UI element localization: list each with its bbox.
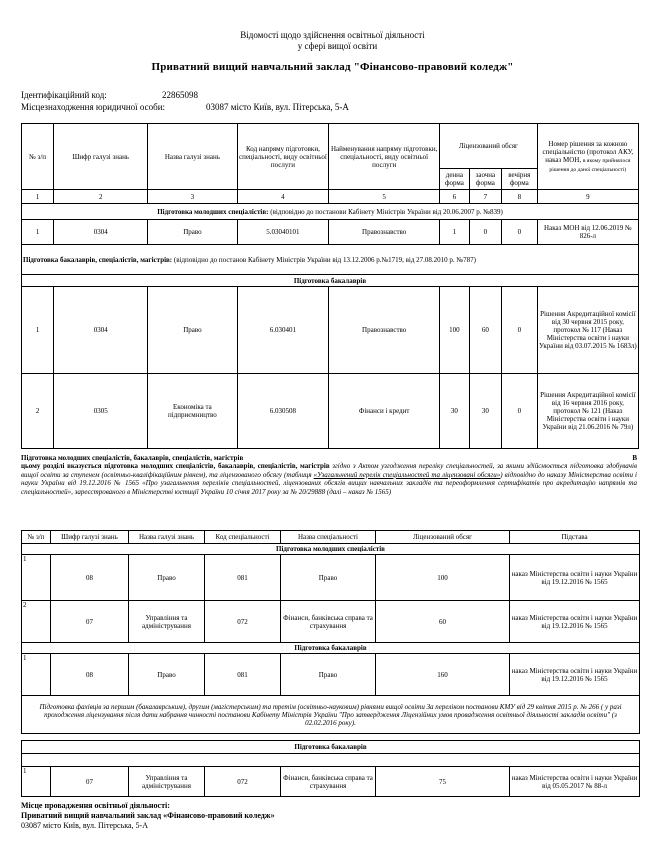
footer-institution: Приватний вищий навчальний заклад «Фінансово-правовий коледж» [21, 811, 275, 820]
cell: Правознавство [329, 287, 440, 374]
paragraph-head-text: Підготовка молодших спеціалістів, бакалаврів, спеціалістів, магістрів [21, 454, 244, 462]
cell: наказ Міністерства освіти і науки України від 19.12.2016 № 1565 [510, 654, 640, 696]
header-cell: № з/п [22, 531, 51, 544]
header-license: Ліцензований обсяг [440, 124, 538, 169]
bach-title-row [22, 643, 640, 654]
table-row [22, 767, 640, 797]
junior-title: Підготовка молодших спеціалістів [22, 544, 640, 555]
header-code: Шифр галузі знань [54, 124, 148, 190]
cell: Право [129, 555, 205, 601]
cell: наказ Міністерства освіти і науки України від 19.12.2016 № 1565 [510, 555, 640, 601]
title-line-2: у сфері вищої освіти [297, 41, 378, 51]
spacer-cell [22, 754, 640, 767]
paragraph-head-letter: В [632, 454, 637, 462]
cell: 1 [22, 555, 51, 601]
cell: 0304 [54, 287, 148, 374]
cell: 100 [440, 287, 470, 374]
id-code-value: 22865098 [162, 90, 198, 100]
cell: 6.030508 [237, 374, 329, 449]
header-decision-small: в якому прийнялося рішення до даної спеціальності) [549, 158, 631, 173]
col-number: 7 [469, 190, 501, 204]
header-decision-main: Номер рішення за кожною спеціальністю (протокол АКУ, наказ МОН, [542, 140, 634, 164]
cell: 0 [469, 220, 501, 245]
paragraph-italic-end: ) відповідно до наказу Міністерства освіти і науки України від 19.12.2016 № 1565 «Про узагальнення переліків спеціальностей, ліцензованих обсягів вищих навчальних закладів та переоформлення сертифікатів про акредитацію напрямів та спеціальностей», зареєстрованого в Міністерстві юстиції України 10 січня 2017 року за № 20/29888 (далі – наказ № 1565) [21, 470, 637, 496]
paragraph-head [21, 454, 637, 462]
header-cell: Підстава [510, 531, 640, 544]
cell: Рішення Акредитаційної комісії від 30 червня 2015 року, протокол № 117 (Наказ Міністерства освіти і науки України від 03.07.2015 № 1683л) [537, 287, 638, 374]
cell: 60 [469, 287, 501, 374]
cell: Право [281, 555, 376, 601]
specialties-table [21, 530, 640, 734]
specialties-table-2 [21, 740, 640, 797]
cell: 072 [205, 601, 281, 643]
col-number: 2 [54, 190, 148, 204]
header-cell: Код спеціальності [205, 531, 281, 544]
table-header-row [22, 531, 640, 544]
paragraph2: Підготовка фахівців за першим (бакалаврським), другим (магістерським) та третім (освітньо-науковим) рівнями вищої освіти За переліком постанови КМУ від 29 квітня 2015 р. № 266 ( у разі проходження ліцензування після дати набрання чинності постанови Кабінету Міністрів України "Про затвердження Ліцензійних умов провадження освітньої діяльності закладів освіти" (з 02.02.2016 року). [22, 696, 640, 734]
header-evening: вечірня форма [501, 169, 537, 190]
cell: 75 [376, 767, 510, 797]
cell: 0304 [54, 220, 148, 245]
paragraph-italic-rest: згідно з Актом узгодження переліку спеціальностей, за якими здійснюється підготовка здобувачів вищої освіти за ступенем (освітньо-кваліфікаційним рівнем), та ліцензованого обсягу (таблиця [21, 462, 637, 479]
cell: Право [148, 220, 237, 245]
cell: Право [129, 654, 205, 696]
section-junior-bold: Підготовка молодших спеціалістів: [157, 207, 269, 216]
cell: 2 [22, 601, 51, 643]
section-bach-bold: Підготовка бакалаврів, спеціалістів, магістрів: [23, 255, 173, 264]
cell: 0305 [54, 374, 148, 449]
cell: Правознавство [329, 220, 440, 245]
cell: 100 [376, 555, 510, 601]
cell: 081 [205, 555, 281, 601]
cell: наказ Міністерства освіти і науки України від 19.12.2016 № 1565 [510, 601, 640, 643]
explanation-paragraph [21, 454, 637, 496]
cell: Фінанси, банківська справа та страхування [281, 767, 376, 797]
spacer-row [22, 754, 640, 767]
col-number: 6 [440, 190, 470, 204]
header-cell: Назва галузі знань [129, 531, 205, 544]
cell: 1 [22, 220, 54, 245]
header-day: денна форма [440, 169, 470, 190]
cell: Економіка та підприємництво [148, 374, 237, 449]
footer [21, 801, 275, 831]
section-junior [22, 204, 639, 220]
cell: 1 [22, 654, 51, 696]
column-number-row [22, 190, 639, 204]
header-num: № з/п [22, 124, 54, 190]
cell: Право [148, 287, 237, 374]
table-row [22, 374, 639, 449]
footer-label: Місце провадження освітньої діяльності: [21, 801, 170, 810]
cell: Право [281, 654, 376, 696]
cell: 6.030401 [237, 287, 329, 374]
section-bach [22, 245, 639, 275]
document-title [0, 30, 665, 52]
cell: 30 [440, 374, 470, 449]
col-number: 1 [22, 190, 54, 204]
paragraph2-row [22, 696, 640, 734]
cell: 1 [22, 287, 54, 374]
col-number: 4 [237, 190, 329, 204]
table-row [22, 601, 640, 643]
header-name: Назва галузі знань [148, 124, 237, 190]
cell: 30 [469, 374, 501, 449]
header-cell: Ліцензований обсяг [376, 531, 510, 544]
table-header-row [22, 124, 639, 169]
cell: Управління та адміністрування [129, 601, 205, 643]
title-line-1: Відомості щодо здійснення освітньої діяльності [240, 30, 425, 40]
cell: 07 [51, 767, 129, 797]
address-value: 03087 місто Київ, вул. Пітерська, 5-А [206, 102, 349, 112]
footer-address: 03087 місто Київ, вул. Пітерська, 5-А [21, 821, 148, 830]
bach-title: Підготовка бакалаврів [22, 275, 639, 287]
cell: 07 [51, 601, 129, 643]
cell: Наказ МОН від 12.06.2019 № 826-л [537, 220, 638, 245]
cell: 08 [51, 654, 129, 696]
col-number: 5 [329, 190, 440, 204]
bach-title-row [22, 275, 639, 287]
licensing-table [21, 123, 639, 449]
bach-title: Підготовка бакалаврів [22, 741, 640, 754]
cell: наказ Міністерства освіти і науки України від 05.05.2017 № 88-л [510, 767, 640, 797]
cell: Управління та адміністрування [129, 767, 205, 797]
address-row [21, 102, 349, 113]
cell: 160 [376, 654, 510, 696]
table-row [22, 654, 640, 696]
header-direction-code: Код напряму підготовки, спеціальності, виду освітньої послуги [237, 124, 329, 190]
table-row [22, 220, 639, 245]
id-code-row [21, 90, 198, 101]
institution-title: Приватний вищий навчальний заклад "Фінансово-правовий коледж" [151, 61, 514, 73]
cell: 081 [205, 654, 281, 696]
cell: 60 [376, 601, 510, 643]
cell: Фінанси, банківська справа та страхування [281, 601, 376, 643]
header-cell: Шифр галузі знань [51, 531, 129, 544]
table-row [22, 555, 640, 601]
table-row [22, 287, 639, 374]
cell: 0 [501, 374, 537, 449]
cell: 0 [501, 287, 537, 374]
address-label: Місцезнаходження юридичної особи: [21, 102, 166, 112]
col-number: 9 [537, 190, 638, 204]
header-cell: Назва спеціальності [281, 531, 376, 544]
junior-title-row [22, 544, 640, 555]
cell: 072 [205, 767, 281, 797]
section-bach-row [22, 245, 639, 275]
col-number: 3 [148, 190, 237, 204]
cell: 2 [22, 374, 54, 449]
paragraph-bold-start: цьому розділі вказується підготовка молодших спеціалістів, бакалаврів, спеціалістів, магістрів [21, 462, 330, 471]
bach-title: Підготовка бакалаврів [22, 643, 640, 654]
cell: Фінанси і кредит [329, 374, 440, 449]
section-junior-row [22, 204, 639, 220]
paragraph-underlined: «Узагальнений перелік спеціальностей та ліцензовані обсяги» [313, 470, 501, 479]
header-part: заочна форма [469, 169, 501, 190]
col-number: 8 [501, 190, 537, 204]
cell: 5.03040101 [237, 220, 329, 245]
header-direction-name: Найменування напряму підготовки, спеціальності, виду освітньої послуги [329, 124, 440, 190]
paragraph-body [21, 462, 637, 496]
section-bach-rest: (відповідно до постанов Кабінету Міністрів України від 13.12.2006 р.№1719, від 27.08.2010 р. №787) [172, 255, 476, 264]
header-decision [537, 124, 638, 190]
cell: 08 [51, 555, 129, 601]
id-code-label: Ідентифікаційний код: [21, 90, 107, 100]
cell: 0 [501, 220, 537, 245]
cell: 1 [440, 220, 470, 245]
bach-title-row [22, 741, 640, 754]
cell: Рішення Акредитаційної комісії від 16 червня 2016 року, протокол № 121 (Наказ Міністерства освіти і науки України від 21.06.2016 № 79л) [537, 374, 638, 449]
section-junior-rest: (відповідно до постанови Кабінету Міністрів України від 20.06.2007 р. №839) [268, 207, 503, 216]
cell: 1 [22, 767, 51, 797]
